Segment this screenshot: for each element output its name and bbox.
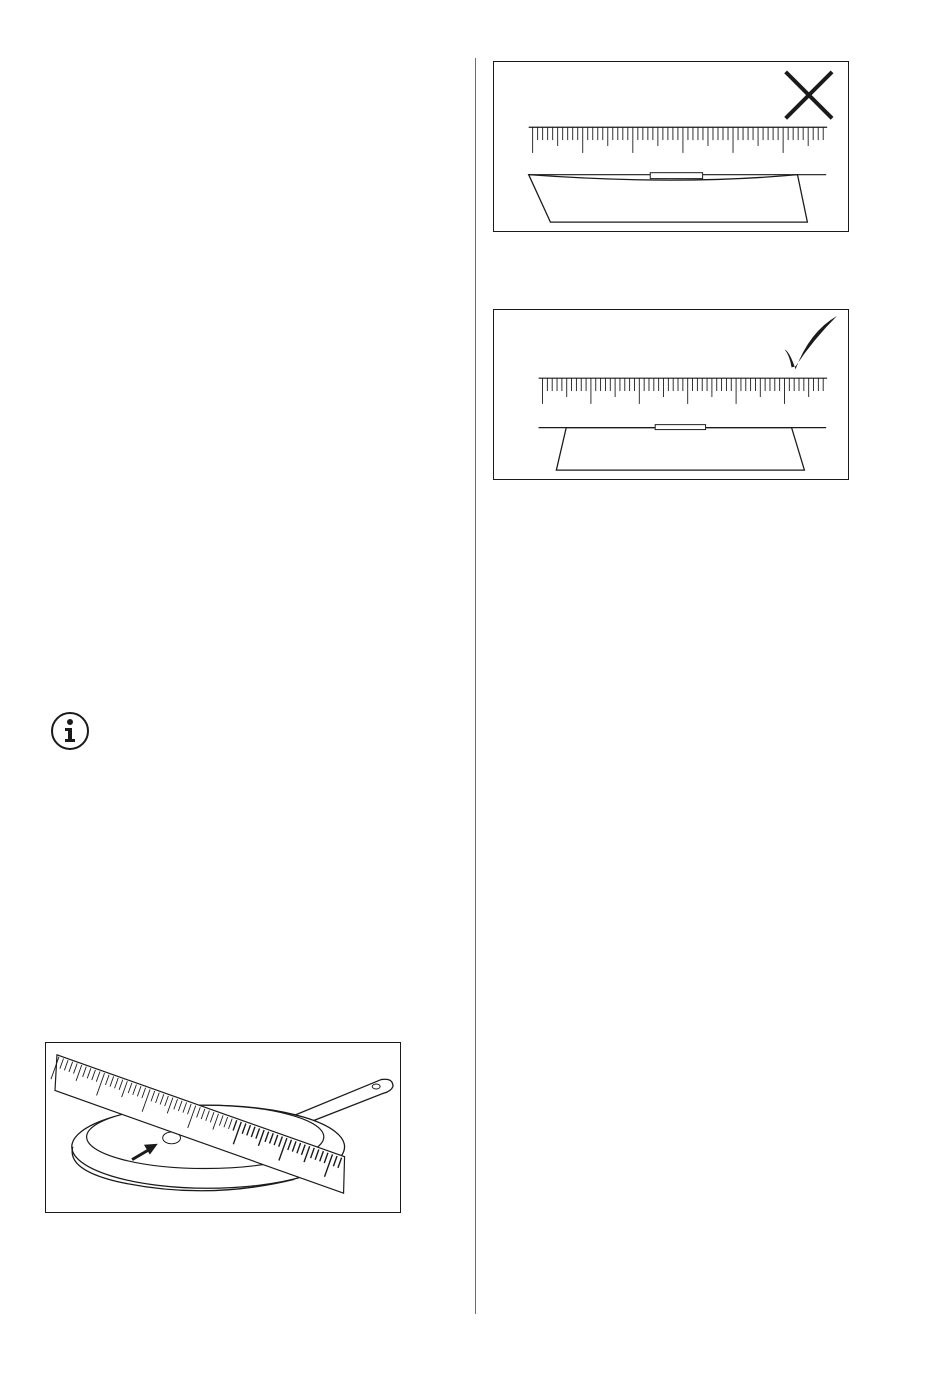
info-icon bbox=[50, 711, 90, 751]
pan-flatness-incorrect-figure bbox=[493, 61, 849, 232]
pan-flatness-incorrect-illustration bbox=[494, 62, 848, 231]
pan-flatness-correct-figure bbox=[493, 309, 849, 480]
ruler-scale bbox=[529, 127, 827, 153]
ruler-scale bbox=[539, 378, 828, 404]
pan-flatness-correct-illustration bbox=[494, 310, 848, 479]
check-mark-icon bbox=[785, 316, 837, 369]
pan-base-center bbox=[650, 173, 702, 179]
pan-ruler-illustration bbox=[46, 1043, 400, 1212]
pan-base-center bbox=[655, 425, 705, 430]
pan-base-warped bbox=[529, 175, 808, 222]
cross-mark-icon bbox=[786, 72, 832, 118]
column-divider bbox=[475, 58, 476, 1314]
pan-ruler-check-figure bbox=[45, 1042, 401, 1213]
pan-base-flat bbox=[556, 428, 804, 470]
